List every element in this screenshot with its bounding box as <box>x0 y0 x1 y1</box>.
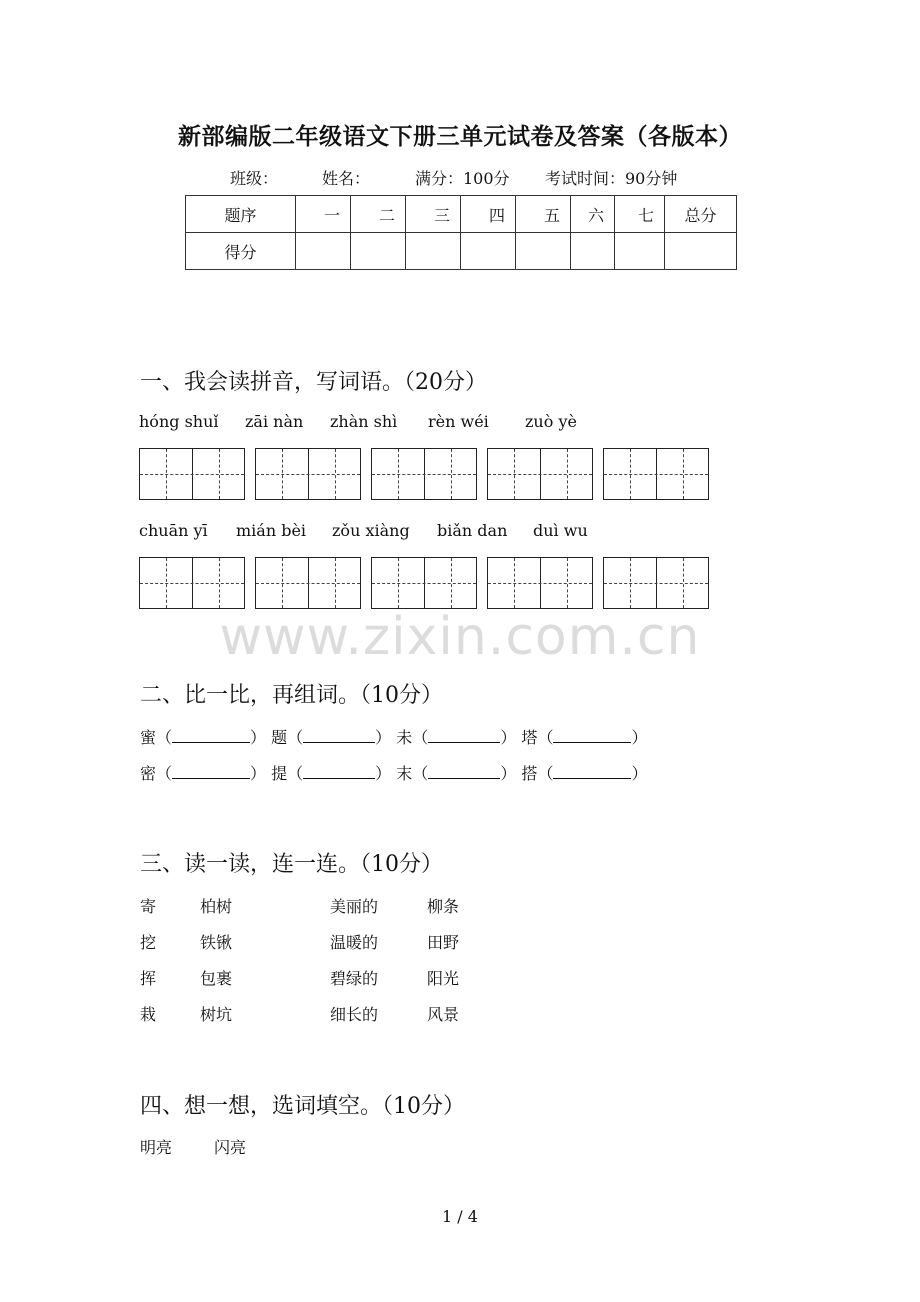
fill-blank[interactable] <box>303 728 375 743</box>
writing-grid-box[interactable] <box>255 448 361 500</box>
match-item[interactable]: 挥 <box>140 969 157 988</box>
score-cell[interactable] <box>665 233 737 270</box>
watermark: www.zixin.com.cn <box>219 607 701 667</box>
compare-row-1: 蜜（ ） 题（ ） 未（ ） 塔（ ） <box>140 728 648 747</box>
table-header-cell: 四 <box>461 196 516 233</box>
pinyin-label: zāi nàn <box>245 412 304 431</box>
table-header-cell: 七 <box>615 196 665 233</box>
fill-blank[interactable] <box>303 764 375 779</box>
pinyin-label: rèn wéi <box>428 412 489 431</box>
score-cell[interactable] <box>406 233 461 270</box>
match-item[interactable]: 阳光 <box>427 969 460 988</box>
full-score: 满分：100分 <box>415 169 510 188</box>
match-item[interactable]: 田野 <box>427 933 460 952</box>
fill-blank[interactable] <box>553 764 631 779</box>
pinyin-label: duì wu <box>533 521 588 540</box>
score-table-header-row <box>186 196 737 233</box>
pinyin-label: zhàn shì <box>330 412 398 431</box>
table-header-cell: 题序 <box>186 196 296 233</box>
fill-blank[interactable] <box>428 764 500 779</box>
fill-blank[interactable] <box>428 728 500 743</box>
score-cell[interactable] <box>296 233 351 270</box>
compare-char: 搭 <box>521 764 538 783</box>
table-header-cell: 一 <box>296 196 351 233</box>
writing-grid-box[interactable] <box>603 448 709 500</box>
score-cell[interactable] <box>571 233 615 270</box>
compare-char: 塔 <box>521 728 538 747</box>
pinyin-label: zuò yè <box>525 412 577 431</box>
word-choice: 明亮 <box>140 1138 173 1157</box>
match-item[interactable]: 树坑 <box>200 1005 233 1024</box>
fill-blank[interactable] <box>172 728 250 743</box>
compare-char: 题 <box>271 728 288 747</box>
score-cell[interactable] <box>461 233 516 270</box>
score-cell[interactable] <box>351 233 406 270</box>
pinyin-label: biǎn dan <box>437 521 508 540</box>
table-header-cell: 五 <box>516 196 571 233</box>
score-table-score-row <box>186 233 737 270</box>
exam-time: 考试时间：90分钟 <box>545 169 678 188</box>
score-cell[interactable] <box>615 233 665 270</box>
match-item[interactable]: 铁锹 <box>200 933 233 952</box>
compare-char: 蜜 <box>140 728 157 747</box>
table-header-cell: 二 <box>351 196 406 233</box>
match-item[interactable]: 碧绿的 <box>330 969 379 988</box>
name-label: 姓名： <box>322 169 371 188</box>
match-item[interactable]: 细长的 <box>330 1005 379 1024</box>
writing-grid-box[interactable] <box>139 557 245 609</box>
compare-row-2: 密（ ） 提（ ） 末（ ） 搭（ ） <box>140 764 648 783</box>
section-2-heading: 二、比一比，再组词。（10分） <box>140 683 443 708</box>
score-table <box>185 195 737 270</box>
match-item[interactable]: 挖 <box>140 933 157 952</box>
writing-grid-box[interactable] <box>487 448 593 500</box>
fill-blank[interactable] <box>172 764 250 779</box>
match-item[interactable]: 温暖的 <box>330 933 379 952</box>
compare-char: 提 <box>271 764 288 783</box>
exam-info <box>230 166 677 189</box>
match-item[interactable]: 栽 <box>140 1005 157 1024</box>
compare-char: 未 <box>396 728 413 747</box>
match-item[interactable]: 美丽的 <box>330 897 379 916</box>
writing-grid-box[interactable] <box>139 448 245 500</box>
page-number: 1 / 4 <box>442 1207 478 1226</box>
fill-blank[interactable] <box>553 728 631 743</box>
writing-grid-box[interactable] <box>371 557 477 609</box>
page-title: 新部编版二年级语文下册三单元试卷及答案（各版本） <box>178 123 742 150</box>
compare-char: 密 <box>140 764 157 783</box>
section-4-heading: 四、想一想，选词填空。（10分） <box>140 1094 465 1119</box>
pinyin-label: zǒu xiàng <box>332 521 410 540</box>
match-item[interactable]: 柏树 <box>200 897 233 916</box>
match-item[interactable]: 柳条 <box>427 897 460 916</box>
table-header-cell: 总分 <box>665 196 737 233</box>
section-1-heading: 一、我会读拼音，写词语。（20分） <box>140 370 487 395</box>
class-label: 班级： <box>230 169 279 188</box>
pinyin-label: mián bèi <box>236 521 307 540</box>
pinyin-label: chuān yī <box>139 521 208 540</box>
writing-grid-box[interactable] <box>255 557 361 609</box>
table-header-cell: 三 <box>406 196 461 233</box>
match-item[interactable]: 包裹 <box>200 969 233 988</box>
table-header-cell: 六 <box>571 196 615 233</box>
score-cell[interactable] <box>516 233 571 270</box>
match-item[interactable]: 风景 <box>427 1005 460 1024</box>
match-item[interactable]: 寄 <box>140 897 157 916</box>
writing-grid-box[interactable] <box>371 448 477 500</box>
pinyin-label: hóng shuǐ <box>139 412 219 431</box>
compare-char: 末 <box>396 764 413 783</box>
table-row-label: 得分 <box>186 233 296 270</box>
writing-grid-box[interactable] <box>603 557 709 609</box>
writing-grid-box[interactable] <box>487 557 593 609</box>
word-choice: 闪亮 <box>214 1138 247 1157</box>
section-3-heading: 三、读一读，连一连。（10分） <box>140 852 443 877</box>
